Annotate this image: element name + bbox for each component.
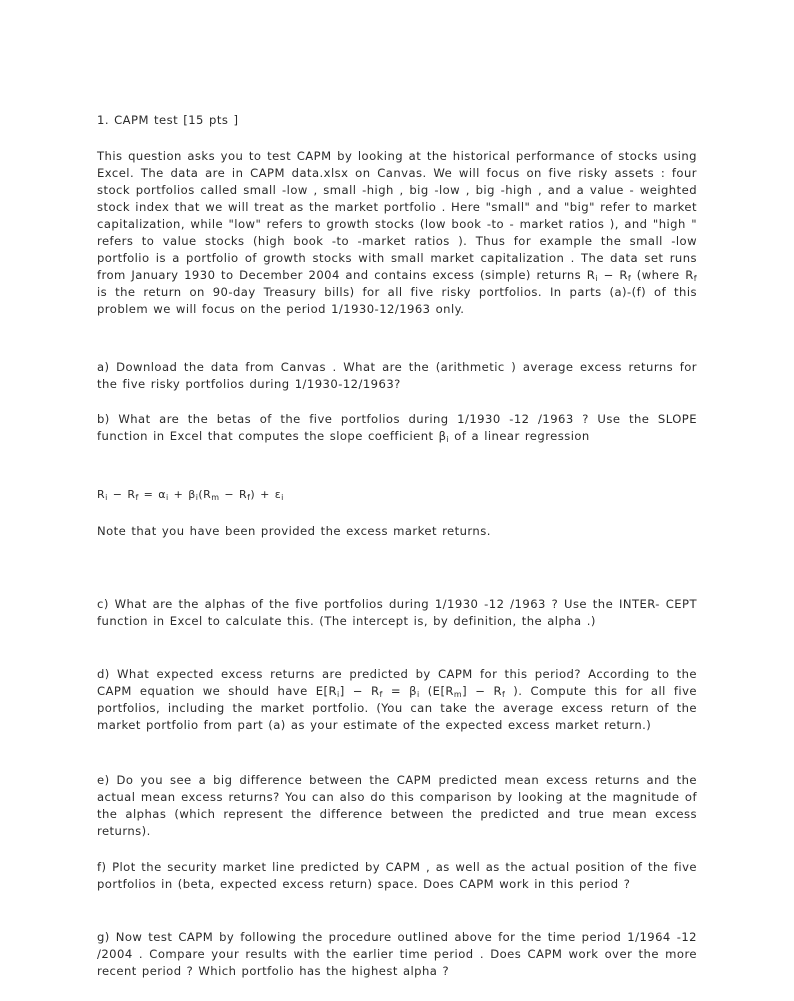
question-f: f) Plot the security market line predicted by CAPM , as well as the actual position of the five portfolios in (beta, expected excess return) space. Does CAPM work in this period ? [97,860,697,891]
question-d: d) What expected excess returns are predicted by CAPM for this period? According to the CAPM equation we should have $E[R_i] - R_f = \beta_i$ ($E[R_m] - R_f$ ). Compute this for all five portfolios, including the market portfolio. (You can take the average excess return of the market portfolio from part (a) as your estimate of the expected excess market return.) [97,667,697,732]
market-returns-note: Note that you have been provided the excess market returns. [97,524,491,538]
regression-formula: $R_i - R_f = \alpha_i + \beta_i(R_m - R_f) + \varepsilon_i$ [97,488,284,502]
question-e: e) Do you see a big difference between the CAPM predicted mean excess returns and the actual mean excess returns? You can also do this comparison by looking at the magnitude of the alphas (which represent the difference between the predicted and true mean excess returns). [97,773,697,838]
question-c: c) What are the alphas of the five portfolios during 1/1930 -12 /1963 ? Use the INTER- CEPT function in Excel to calculate this. (The intercept is, by definition, the alpha .) [97,597,697,628]
intro-paragraph: This question asks you to test CAPM by looking at the historical performance of stocks using Excel. The data are in CAPM data.xlsx on Canvas. We will focus on five risky assets : four stock portfolios called small -low , small -high , big -low , big -high , and a value - weighted stock index that we will treat as the market portfolio . Here "small" and "big" refer to market capitalization, while "low" refers to growth stocks (low book -to - market ratios ), and "high " refers to value stocks (high book -to -market ratios ). Thus for example the small -low portfolio is a portfolio of growth stocks with small market capitalization . The data set runs from January 1930 to December 2004 and contains excess (simple) returns $R_i - R_f$ (where $R_f$ is the return on 90-day Treasury bills) for all five risky portfolios. In parts (a)-(f) of this problem we will focus on the period 1/1930-12/1963 only. [97,149,698,316]
question-a: a) Download the data from Canvas . What are the (arithmetic ) average excess returns for the five risky portfolios during 1/1930-12/1963? [97,360,697,391]
question-b: b) What are the betas of the five portfolios during 1/1930 -12 /1963 ? Use the SLOPE function in Excel that computes the slope coefficient $\beta_i$ of a linear regression [97,412,697,444]
question-g: g) Now test CAPM by following the procedure outlined above for the time period 1/1964 -12 /2004 . Compare your results with the earlier time period . Does CAPM work over the more recent period ? Which portfolio has the highest alpha ? [97,930,697,978]
problem-heading: 1. CAPM test [15 pts ] [97,113,239,127]
